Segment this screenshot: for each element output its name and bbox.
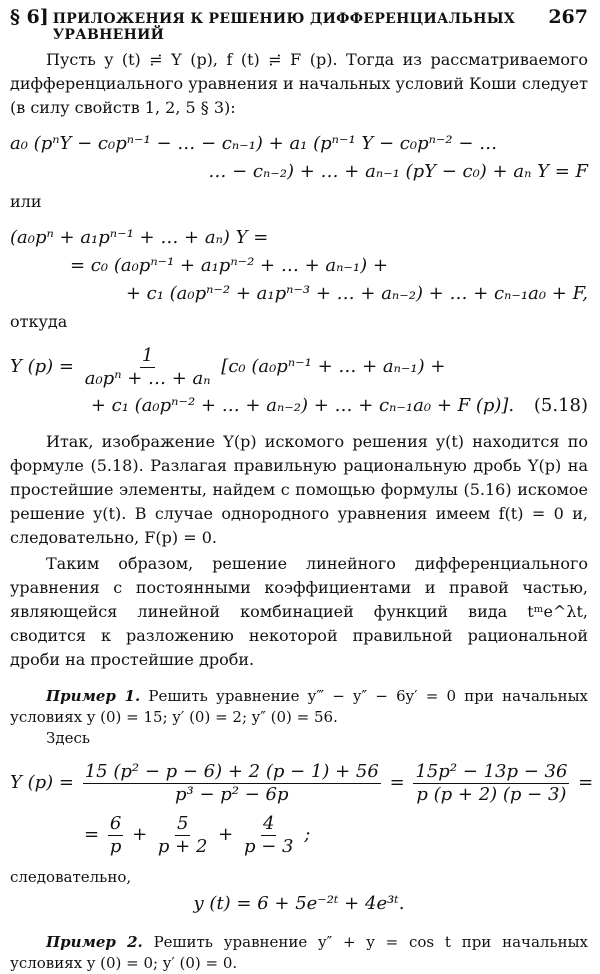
example-1-equation-line-1 (10, 757, 594, 809)
fraction (83, 345, 213, 390)
word-whence: откуда (10, 312, 68, 331)
fraction-numerator: 1 (141, 344, 154, 366)
equation-2-line-2: = c₀ (a₀pⁿ⁻¹ + a₁pⁿ⁻² + … + aₙ₋₁) + (70, 255, 388, 276)
example-1-lhs: Y (p) = (10, 772, 74, 793)
equation-number: (5.18) (533, 395, 588, 416)
equation-5-18-line-1-rest: [c₀ (a₀pⁿ⁻¹ + … + aₙ₋₁) + (221, 356, 446, 377)
partial-fraction-3 (242, 813, 296, 858)
fraction-numerator: 15p² − 13p − 36 (415, 760, 568, 782)
section-marker: § 6] (10, 6, 49, 28)
example-1 (10, 686, 594, 918)
equation-1-line-2: … − cₙ₋₂) + … + aₙ₋₁ (pY − c₀) + aₙ Y = F (208, 161, 588, 182)
example-1-consequently: следовательно, (10, 868, 132, 886)
example-2-text: Решить уравнение y″ + y = cos t при начальных условиях y (0) = 0; y′ (0) = 0. (10, 933, 588, 972)
partial-fraction-1 (108, 813, 124, 858)
equals-sign: = (84, 824, 100, 845)
example-1-fraction-2 (413, 761, 569, 806)
equation-2 (10, 224, 588, 308)
example-2-label: Пример 2. (46, 933, 143, 951)
example-1-text: Решить уравнение y‴ − y″ − 6y′ = 0 при начальных условиях y (0) = 15; y′ (0) = 2; y″ (0) = 56. (10, 687, 588, 726)
example-2-statement (10, 932, 588, 974)
fraction-denominator: p − 3 (243, 835, 294, 857)
page-header (10, 0, 588, 43)
fraction-denominator: p³ − p² − 6p (175, 783, 289, 805)
equation-5-18-line-1 (10, 342, 588, 392)
paragraph-2: Итак, изображение Y(p) искомого решения y(t) находится по формуле (5.18). Разлагая правильную рациональную дробь Y(p) на простейшие элементы, найдем с помощью формулы (5.16) искомое решение y(t). В случае однородного уравнения имеем f(t) = 0 и, следовательно, F(p) = 0. (10, 432, 588, 547)
paragraph-3: Таким образом, решение линейного дифференциального уравнения с постоянными коэффициентами и правой частью, являющейся линейной комбинацией функций вида tᵐe^λt, сводится к разложению некоторой правильной рациональной дроби на простейшие дроби. (10, 554, 588, 669)
equation-5-18-line-2 (10, 392, 588, 420)
semicolon: ; (304, 824, 311, 845)
fraction-denominator: a₀pⁿ + … + aₙ (84, 367, 211, 389)
equation-1 (10, 130, 588, 186)
example-1-result: y (t) = 6 + 5e⁻²ᵗ + 4e³ᵗ. (193, 893, 405, 914)
plus-sign: + (218, 824, 234, 845)
partial-fraction-2 (156, 813, 210, 858)
equals-sign: = (578, 772, 594, 793)
equation-1-line-1: a₀ (pⁿY − c₀pⁿ⁻¹ − … − cₙ₋₁) + a₁ (pⁿ⁻¹ Y − c₀pⁿ⁻² − … (10, 133, 498, 154)
equation-lhs: Y (p) = (10, 356, 74, 377)
plus-sign: + (132, 824, 148, 845)
fraction-denominator: p (p + 2) (p − 3) (416, 783, 567, 805)
running-title: ПРИЛОЖЕНИЯ К РЕШЕНИЮ ДИФФЕРЕНЦИАЛЬНЫХ УРАВНЕНИЙ (52, 11, 516, 43)
equation-5-18 (10, 342, 588, 420)
fraction-denominator: p (109, 835, 122, 857)
fraction-numerator: 5 (176, 812, 189, 834)
equation-2-line-3: + c₁ (a₀pⁿ⁻² + a₁pⁿ⁻³ + … + aₙ₋₂) + … + cₙ₋₁a₀ + F, (125, 283, 588, 304)
example-1-label: Пример 1. (46, 687, 141, 705)
fraction-numerator: 4 (263, 812, 275, 834)
equation-5-18-line-2-text: + c₁ (a₀pⁿ⁻² + … + aₙ₋₂) + … + cₙ₋₁a₀ + F (p)]. (90, 395, 515, 416)
page-number: 267 (548, 6, 588, 28)
equals-sign: = (389, 772, 405, 793)
example-1-here: Здесь (46, 729, 91, 747)
fraction-numerator: 15 (p² − p − 6) + 2 (p − 1) + 56 (84, 760, 379, 782)
example-1-fraction-1 (83, 761, 381, 806)
example-1-equation-line-2 (10, 809, 588, 861)
example-2 (10, 932, 588, 974)
equation-2-line-1: (a₀pⁿ + a₁pⁿ⁻¹ + … + aₙ) Y = (10, 227, 269, 248)
fraction-numerator: 6 (109, 812, 122, 834)
intro-paragraph: Пусть y (t) ≓ Y (p), f (t) ≓ F (p). Тогда из рассматриваемого дифференциального уравнения и начальных условий Коши следует (в силу свойств 1, 2, 5 § 3): (10, 50, 588, 117)
example-1-statement (10, 686, 588, 728)
fraction-denominator: p + 2 (157, 835, 208, 857)
word-or: или (10, 192, 42, 211)
